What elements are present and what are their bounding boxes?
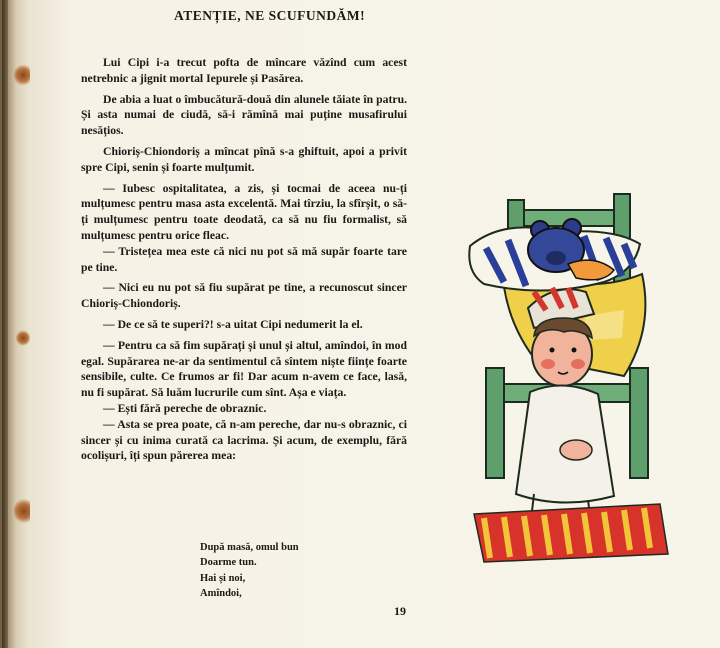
book-page — [30, 0, 720, 648]
chapter-title: ATENȚIE, NE SCUFUNDĂM! — [174, 8, 366, 23]
poem — [200, 540, 299, 601]
paragraph: Chioriș-Chiondoriș a mîncat pînă s-a ghiftuit, apoi a privit spre Cipi, senin și foarte mulțumit. — [81, 144, 407, 174]
paragraph: — Pentru ca să fim supărați și unul și altul, amîndoi, în mod egal. Supărarea ne-ar da sentimentul că sîntem niște ființe foarte sensibile, culte. Ce frumos ar fi! Dar acum n-avem ce face, lasă, nu fi supărat. Să luăm lucrurile cum sînt. Așa e viața. — [81, 338, 407, 400]
bed-illustration — [464, 188, 674, 564]
poem-line: Amîndoi, — [200, 587, 242, 599]
paragraph: — Ești fără pereche de obraznic. — [103, 401, 267, 415]
page-number: 19 — [394, 604, 406, 618]
paragraph: — Asta se prea poate, că n-am pereche, dar nu-s obraznic, ci sincer și cu inima curată ca lacrima. Și acum, de exemplu, fără ocolișuri, îți spun părerea mea: — [81, 417, 407, 463]
paragraph: — Iubesc ospitalitatea, a zis, și tocmai de aceea nu-ți mulțumesc pentru masa asta excelentă. Mai tîrziu, la sfîrșit, o să-ți mulțumesc pentru toate deodată, ca să nu fiu formalist, să mulțumesc pentru orice fleac. — [81, 181, 407, 242]
poem-line: Doarme tun. — [200, 557, 257, 569]
paragraph: Lui Cipi i-a trecut pofta de mîncare văzînd cum acest netrebnic a jignit mortal Iepurele și Pasărea. — [81, 56, 407, 85]
paragraph: De abia a luat o îmbucătură-două din alunele tăiate în patru. Și asta numai de ciudă, să-i rămînă mai puține musafirului nesățios. — [81, 92, 407, 138]
poem-line: După masă, omul bun — [200, 542, 299, 553]
paragraph: — De ce să te superi?! s-a uitat Cipi nedumerit la el. — [103, 317, 363, 331]
body-text — [81, 55, 407, 469]
paragraph: — Tristețea mea este că nici nu pot să mă supăr foarte tare pe tine. — [81, 244, 407, 274]
book-spine — [0, 0, 30, 648]
paragraph: — Nici eu nu pot să fiu supărat pe tine, a recunoscut sincer Chioriș-Chiondoriș. — [81, 281, 407, 311]
poem-line: Hai și noi, — [200, 572, 246, 584]
spine-edge — [2, 0, 8, 648]
striped-rug — [474, 504, 668, 562]
stain-spot — [16, 330, 30, 346]
